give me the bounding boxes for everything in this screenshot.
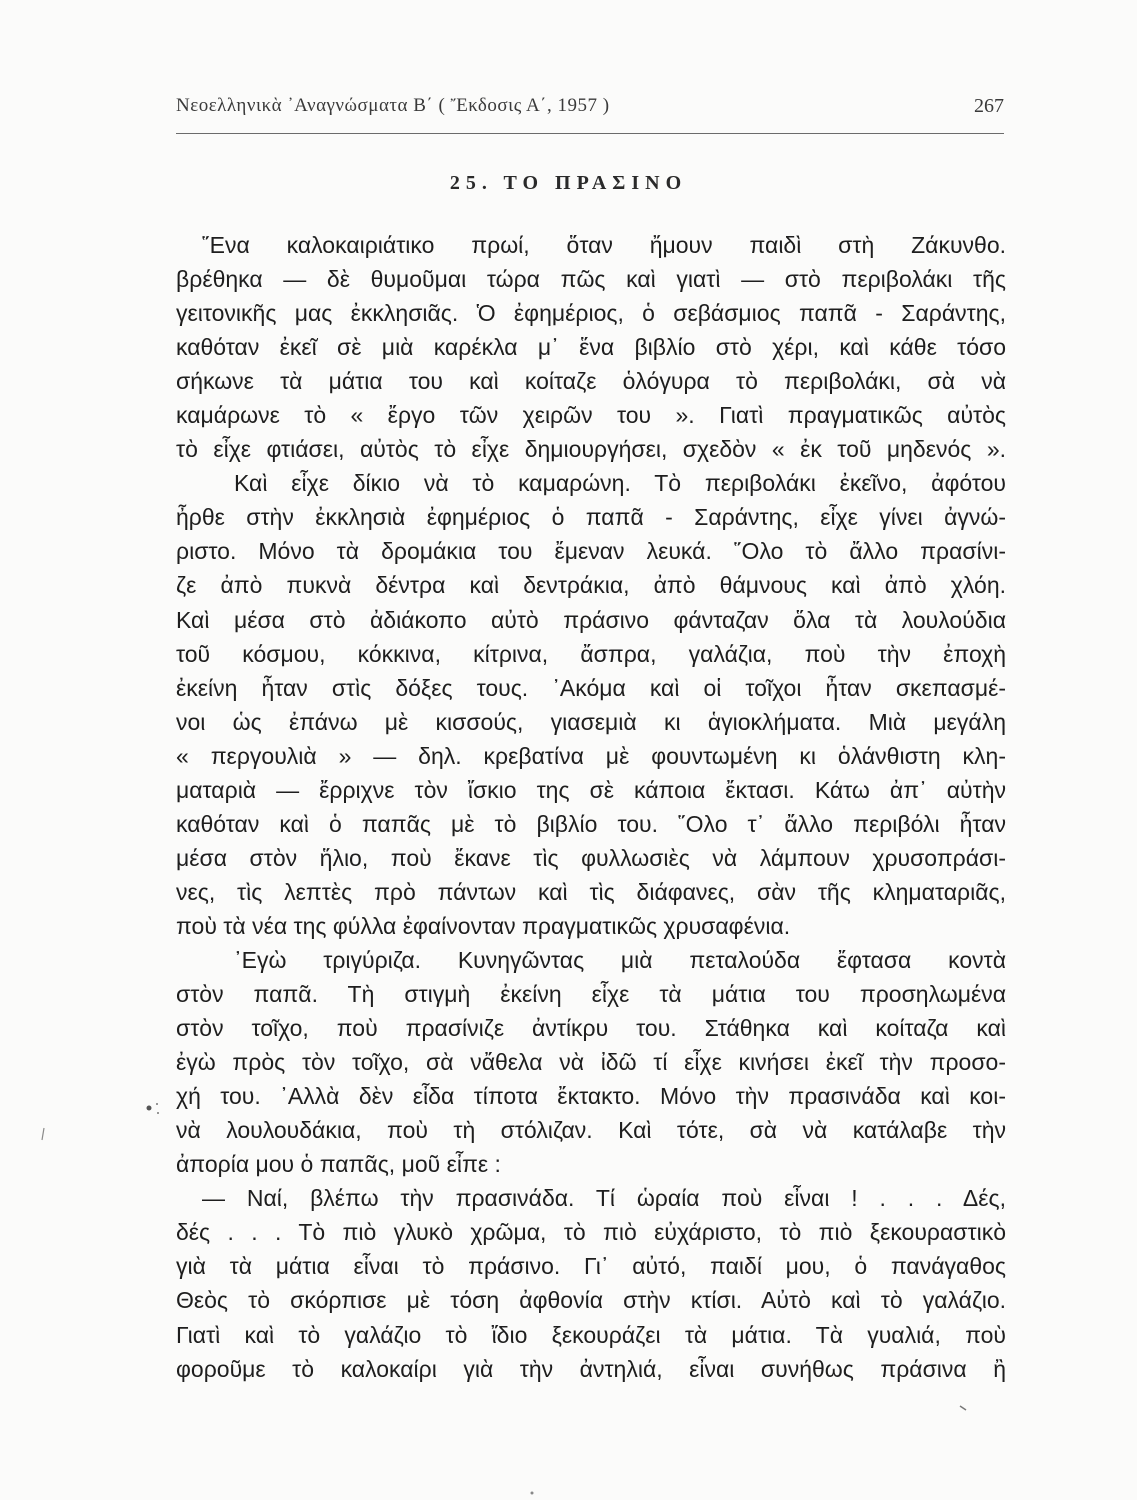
text-line: ματαριὰ — ἔρριχνε τὸν ἴσκιο της σὲ κάποια ἔκτασι. Κάτω ἀπ᾿ αὐτὴν	[176, 776, 1006, 803]
scan-speck	[157, 1112, 159, 1114]
text-line: ἦρθε στὴν ἐκκλησιὰ ἐφημέριος ὁ παπᾶ - Σαράντης, εἶχε γίνει ἀγνώ-	[176, 504, 1006, 531]
text-line: τοῦ κόσμου, κόκκινα, κίτρινα, ἄσπρα, γαλάζια, ποὺ τὴν ἐποχὴ	[176, 640, 1006, 667]
text-line: « περγουλιὰ » — δηλ. κρεβατίνα μὲ φουντωμένη κι ὁλάνθιστη κλη-	[176, 742, 1006, 769]
text-line: ζε ἀπὸ πυκνὰ δέντρα καὶ δεντράκια, ἀπὸ θάμνους καὶ ἀπὸ χλόη.	[176, 572, 1006, 599]
text-line: ῞Ενα καλοκαιριάτικο πρωί, ὅταν ἤμουν παιδὶ στὴ Ζάκυνθο.	[202, 232, 1006, 258]
text-line: χή του. ᾿Αλλὰ δὲν εἶδα τίποτα ἔκτακτο. Μόνο τὴν πρασινάδα καὶ κοι-	[176, 1083, 1006, 1110]
text-line: δές . . . Τὸ πιὸ γλυκὸ χρῶμα, τὸ πιὸ εὐχάριστο, τὸ πιὸ ξεκουραστικὸ	[176, 1219, 1006, 1246]
scan-speck	[147, 1106, 152, 1111]
text-line: νὰ λουλουδάκια, ποὺ τὴ στόλιζαν. Καὶ τότε, σὰ νὰ κατάλαβε τὴν	[176, 1117, 1006, 1144]
text-line: — Ναί, βλέπω τὴν πρασινάδα. Τί ὡραία ποὺ εἶναι ! . . . Δές,	[202, 1185, 1006, 1212]
text-line: ἐγὼ πρὸς τὸν τοῖχο, σὰ νἄθελα νὰ ἰδῶ τί εἶχε κινήσει ἐκεῖ τὴν προσο-	[176, 1049, 1006, 1076]
text-line: Καὶ μέσα στὸ ἀδιάκοπο αὐτὸ πράσινο φάνταζαν ὅλα τὰ λουλούδια	[176, 606, 1006, 633]
text-line: Θεὸς τὸ σκόρπισε μὲ τόση ἀφθονία στὴν κτίσι. Αὐτὸ καὶ τὸ γαλάζιο.	[176, 1287, 1006, 1314]
text-line: βρέθηκα — δὲ θυμοῦμαι τώρα πῶς καὶ γιατὶ — στὸ περιβολάκι τῆς	[176, 266, 1006, 293]
text-line: καθόταν ἐκεῖ σὲ μιὰ καρέκλα μ᾿ ἕνα βιβλίο στὸ χέρι, καὶ κάθε τόσο	[176, 334, 1006, 361]
header-rule	[176, 133, 1004, 134]
text-line: τὸ εἶχε φτιάσει, αὐτὸς τὸ εἶχε δημιουργήσει, σχεδὸν « ἐκ τοῦ μηδενός ».	[176, 436, 1006, 463]
page-number: 267	[974, 95, 1004, 117]
running-title: Νεοελληνικὰ ᾿Αναγνώσματα Β΄ ( Ἔκδοσις Α΄, 1957 )	[176, 95, 610, 116]
scan-speck	[156, 1103, 158, 1105]
text-line: φοροῦμε τὸ καλοκαίρι γιὰ τὴν ἀντηλιά, εἶναι συνήθως πράσινα ἢ	[176, 1355, 1006, 1382]
text-line: στὸν τοῖχο, ποὺ πρασίνιζε ἀντίκρυ του. Στάθηκα καὶ κοίταζα καὶ	[176, 1015, 1006, 1042]
text-line: σήκωνε τὰ μάτια του καὶ κοίταζε ὁλόγυρα τὸ περιβολάκι, σὰ νὰ	[176, 368, 1006, 395]
text-line: ἀπορία μου ὁ παπᾶς, μοῦ εἶπε :	[176, 1151, 501, 1178]
text-line: καμάρωνε τὸ « ἔργο τῶν χειρῶν του ». Γιατὶ πραγματικῶς αὐτὸς	[176, 402, 1006, 429]
scan-speck	[531, 1492, 534, 1495]
text-line: μέσα στὸν ἥλιο, ποὺ ἔκανε τὶς φυλλωσιὲς νὰ λάμπουν χρυσοπράσι-	[176, 844, 1006, 871]
running-header	[176, 95, 1004, 131]
text-line: στὸν παπᾶ. Τὴ στιγμὴ ἐκείνη εἶχε τὰ μάτια του προσηλωμένα	[176, 981, 1006, 1008]
text-line: νοι ὡς ἐπάνω μὲ κισσούς, γιασεμιὰ κι ἁγιοκλήματα. Μιὰ μεγάλη	[176, 708, 1006, 735]
scan-speck	[42, 1128, 44, 1140]
text-line: Γιατὶ καὶ τὸ γαλάζιο τὸ ἴδιο ξεκουράζει τὰ μάτια. Τὰ γυαλιά, ποὺ	[176, 1321, 1006, 1348]
text-line: ἐκείνη ἦταν στὶς δόξες τους. ᾿Ακόμα καὶ οἱ τοῖχοι ἦταν σκεπασμέ-	[176, 674, 1006, 701]
text-line: ποὺ τὰ νέα της φύλλα ἐφαίνονταν πραγματικῶς χρυσαφένια.	[176, 912, 791, 939]
scan-speck	[960, 1406, 966, 1410]
text-line: γειτονικῆς μας ἐκκλησιᾶς. Ὁ ἐφημέριος, ὁ σεβάσμιος παπᾶ - Σαράντης,	[176, 300, 1006, 327]
body-text	[176, 228, 1006, 1386]
text-line: Καὶ εἶχε δίκιο νὰ τὸ καμαρώνη. Τὸ περιβολάκι ἐκεῖνο, ἀφότου	[234, 470, 1006, 497]
chapter-title: 25. ΤΟ ΠΡΑΣΙΝΟ	[449, 172, 688, 194]
text-line: ᾿Εγὼ τριγύριζα. Κυνηγῶντας μιὰ πεταλούδα ἔφτασα κοντὰ	[234, 946, 1006, 973]
text-line: ριστο. Μόνο τὰ δρομάκια του ἔμεναν λευκά. ῞Ολο τὸ ἄλλο πρασίνι-	[176, 538, 1006, 565]
text-line: νες, τὶς λεπτὲς πρὸ πάντων καὶ τὶς διάφανες, σὰν τῆς κληματαριᾶς,	[176, 878, 1006, 905]
text-line: καθόταν καὶ ὁ παπᾶς μὲ τὸ βιβλίο του. ῞Ολο τ᾿ ἄλλο περιβόλι ἦταν	[176, 810, 1006, 837]
text-line: γιὰ τὰ μάτια εἶναι τὸ πράσινο. Γι᾿ αὐτό, παιδί μου, ὁ πανάγαθος	[176, 1253, 1006, 1280]
